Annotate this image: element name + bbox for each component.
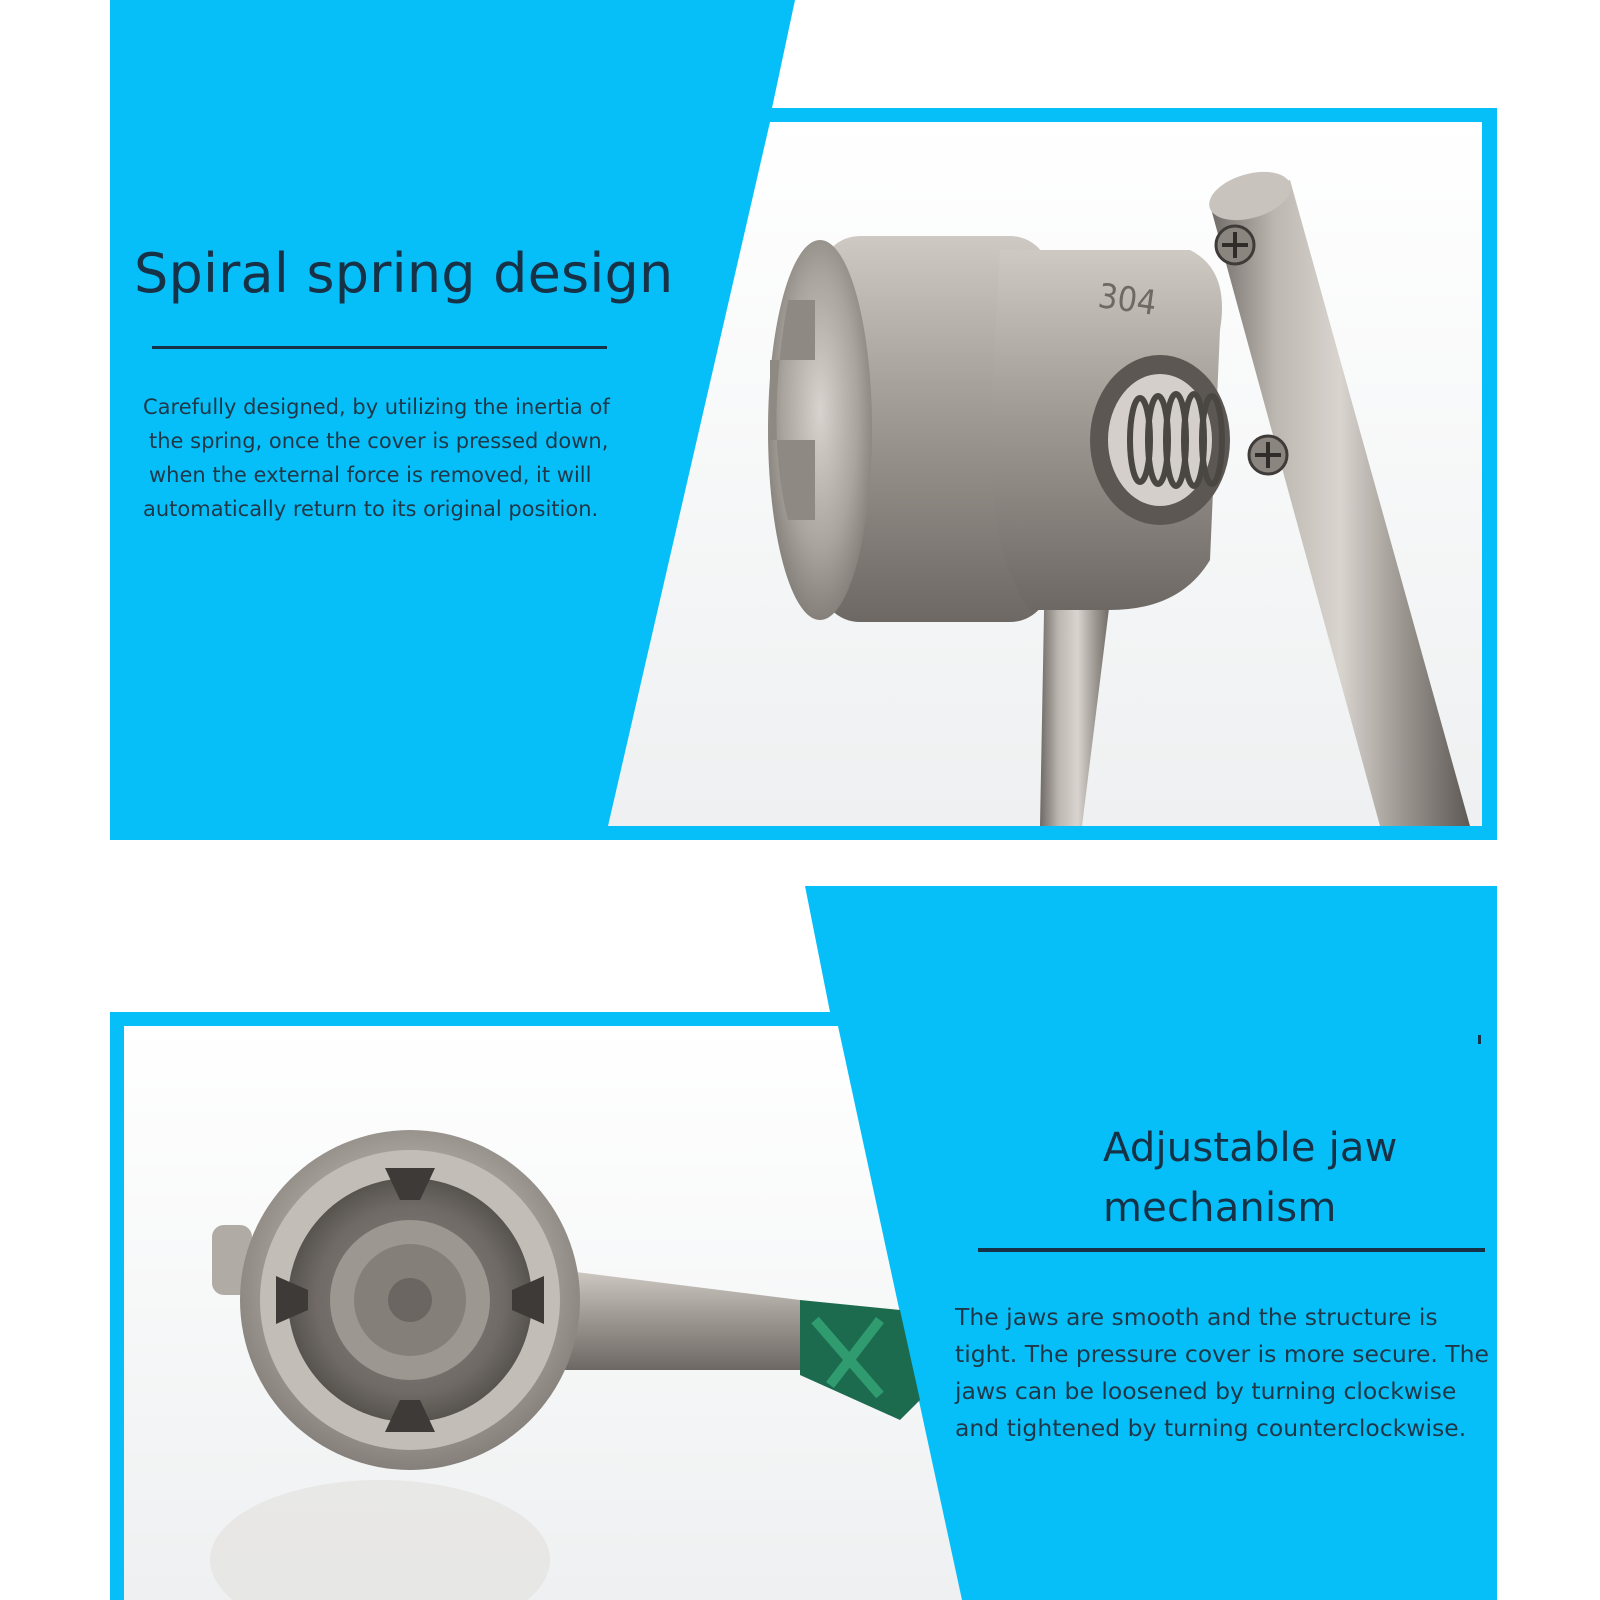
spring-title-underline bbox=[152, 346, 607, 349]
jaw-description-line: jaws can be loosened by turning clockwise bbox=[955, 1377, 1457, 1405]
spring-section-title: Spiral spring design bbox=[134, 242, 674, 305]
spring-description-line: Carefully designed, by utilizing the inertia of bbox=[143, 395, 610, 419]
spring-section-description bbox=[143, 390, 610, 526]
jaw-description-line: and tightened by turning counterclockwise. bbox=[955, 1414, 1467, 1442]
jaw-title-line: mechanism bbox=[1103, 1185, 1337, 1231]
jaw-description-line: tight. The pressure cover is more secure. The bbox=[955, 1340, 1490, 1368]
jaw-section-title bbox=[1103, 1118, 1523, 1238]
jaw-section-description bbox=[955, 1299, 1489, 1447]
spring-description-line: when the external force is removed, it will bbox=[149, 463, 592, 487]
svg-text:304: 304 bbox=[1095, 276, 1159, 324]
edge-mark bbox=[1478, 1035, 1481, 1044]
jaw-title-underline bbox=[978, 1248, 1485, 1252]
spring-description-line: automatically return to its original position. bbox=[143, 497, 599, 521]
spring-description-line: the spring, once the cover is pressed down, bbox=[149, 429, 609, 453]
jaw-title-line: Adjustable jaw bbox=[1103, 1125, 1398, 1171]
jaw-description-line: The jaws are smooth and the structure is bbox=[955, 1303, 1438, 1331]
